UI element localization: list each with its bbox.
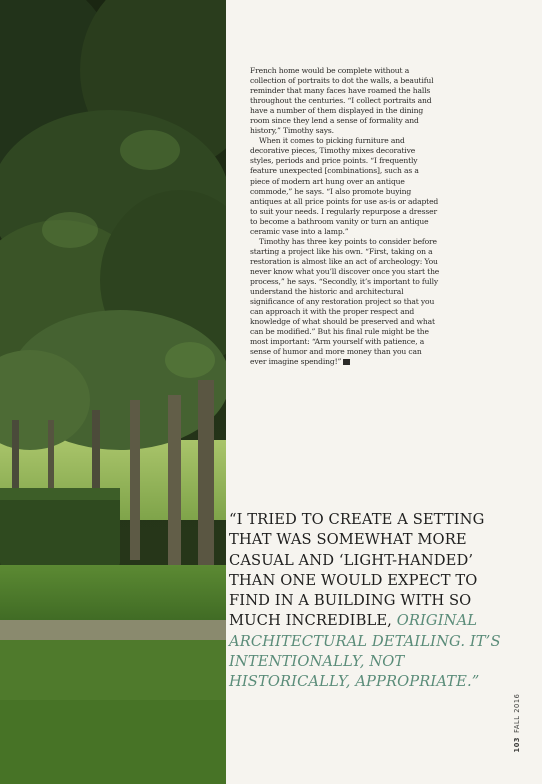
article-paragraph: When it comes to picking furniture and decorative pieces, Timothy mixes decorative styles, periods and price points. “I frequently feature unexpected [combinations], such as a piece of modern art hung over an antique commode,” he says. “I also promote buying antiques at all price points for use as-is or adapted to suit your needs. I regularly repurpose a dresser to become a bathroom vanity or turn an antique ceramic vase into a lamp.” [250, 136, 439, 236]
pull-quote [229, 510, 519, 693]
issue-label: FALL 2016 [513, 693, 521, 733]
article-body [250, 66, 440, 367]
article-paragraph-text: Timothy has three key points to consider before starting a project like his own. “First, taking on a restoration is almost like an act of archeology: You never know what you’ll discover once you start the process,” he says. “Secondly, it’s important to fully understand the historic and architectural significance of any restoration project so that you can approach it with the proper respect and knowledge of what should be preserved and what can be modified.” But his final rule might be the most important: “Arm yourself with patience, a sense of humor and more money than you can ever imagine spending!” [250, 236, 440, 367]
pull-quote-main: “I TRIED TO CREATE A SETTING THAT WAS SOMEWHAT MORE CASUAL AND ‘LIGHT-HANDED’ THAN ONE WOULD EXPECT TO FIND IN A BUILDING WITH SO MUCH INCREDIBLE, [229, 511, 485, 630]
article-paragraph [250, 237, 440, 368]
article-paragraph: French home would be complete without a collection of portraits to dot the walls, a beautiful reminder that many faces have roamed the halls throughout the centuries. “I collect portraits and have a number of them displayed in the dining room since they lend a sense of formality and history,” Timothy says. [250, 66, 434, 136]
tree-avenue-image [0, 0, 226, 784]
page-folio [510, 688, 524, 758]
garden-photo [0, 0, 226, 784]
end-mark-icon [343, 359, 350, 365]
page-number: 103 [513, 736, 521, 753]
pull-quote-highlight: ORIGINAL ARCHITECTURAL DETAILING. IT’S INTENTIONALLY, NOT HISTORICALLY, APPROPRIATE.” [229, 612, 501, 691]
